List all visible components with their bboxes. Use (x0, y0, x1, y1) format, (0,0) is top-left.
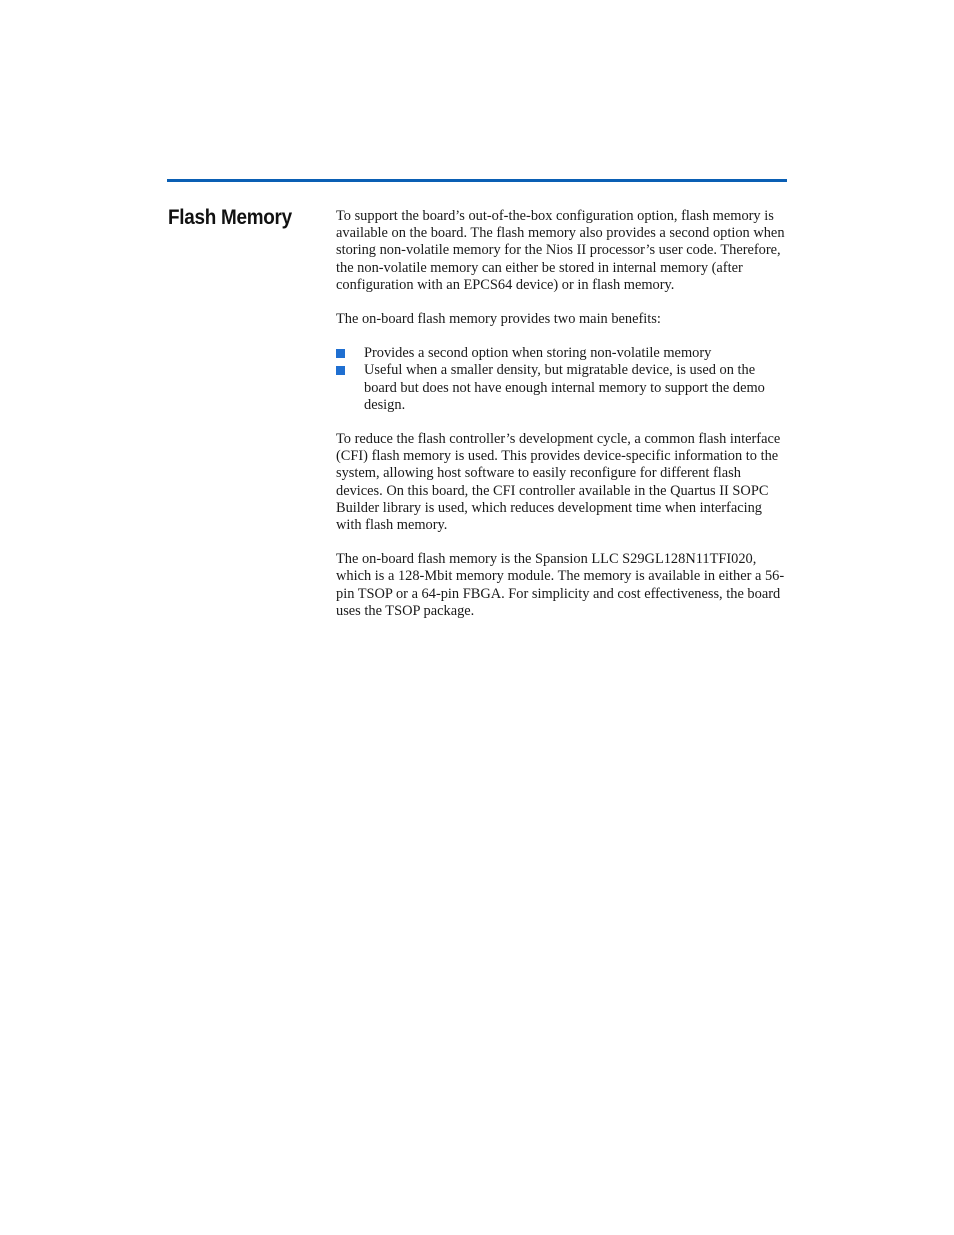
list-item (336, 345, 788, 362)
paragraph-benefits-lead: The on-board flash memory provides two main benefits: (336, 311, 661, 328)
section-top-rule (167, 179, 787, 182)
list-item (336, 362, 788, 414)
list-item-text: Provides a second option when storing non-volatile memory (364, 345, 712, 362)
benefits-list (336, 345, 788, 414)
square-bullet-icon (336, 366, 345, 375)
paragraph-device: The on-board flash memory is the Spansion LLC S29GL128N11TFI020, which is a 128-Mbit memory module. The memory is available in either a 56-pin TSOP or a 64-pin FBGA. For simplicity and cost effectiveness, the board uses the TSOP package. (336, 551, 785, 619)
section-body (336, 208, 788, 637)
square-bullet-icon (336, 349, 345, 358)
paragraph-cfi: To reduce the flash controller’s development cycle, a common flash interface (CFI) flash memory is used. This provides device-specific information to the system, allowing host software to easily reconfigure for different flash devices. On this board, the CFI controller available in the Quartus II SOPC Builder library is used, which reduces development time when interfacing with flash memory. (336, 431, 781, 534)
paragraph-intro: To support the board’s out-of-the-box configuration option, flash memory is available on the board. The flash memory also provides a second option when storing non-volatile memory for the Nios II processor’s user code. Therefore, the non-volatile memory can either be stored in internal memory (after configuration with an EPCS64 device) or in flash memory. (336, 208, 785, 293)
list-item-text: Useful when a smaller density, but migratable device, is used on the board but does not have enough internal memory to support the demo design. (364, 362, 765, 413)
section-heading: Flash Memory (168, 206, 292, 229)
